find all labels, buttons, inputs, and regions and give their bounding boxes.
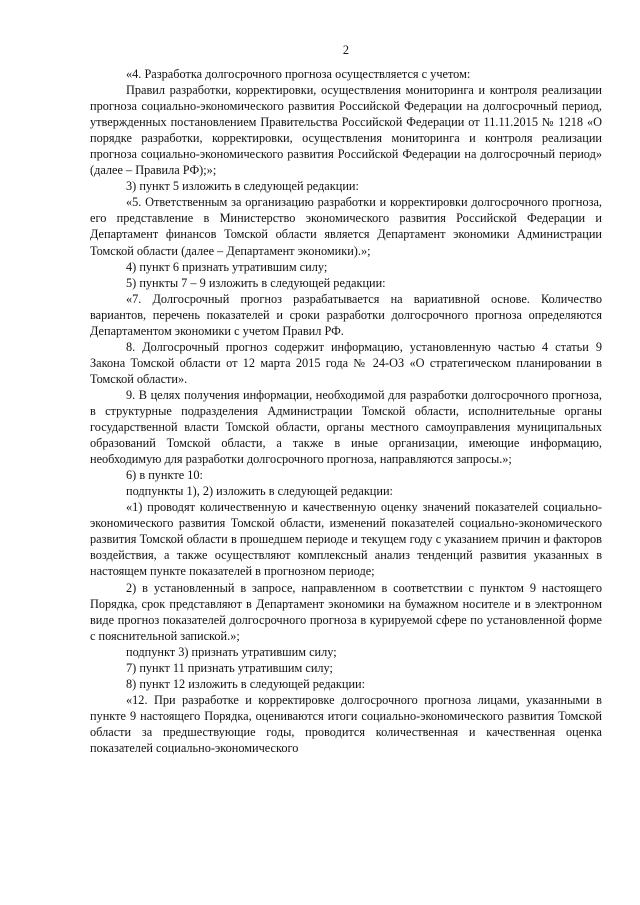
paragraph: «7. Долгосрочный прогноз разрабатывается на вариативной основе. Количество вариантов, перечень показателей и сроки разработки долгосрочного прогноза определяются Департаментом экономики с учетом Правил РФ. (90, 291, 602, 338)
paragraph: подпункт 3) признать утратившим силу; (126, 644, 337, 659)
paragraph: 7) пункт 11 признать утратившим силу; (126, 660, 333, 675)
paragraph: 6) в пункте 10: (126, 468, 203, 483)
document-body (90, 66, 602, 756)
paragraph: 5) пункты 7 – 9 изложить в следующей редакции: (126, 275, 386, 290)
paragraph: 3) пункт 5 изложить в следующей редакции: (126, 179, 359, 194)
paragraph: 4) пункт 6 признать утратившим силу; (126, 259, 328, 274)
paragraph: Правил разработки, корректировки, осуществления мониторинга и контроля реализации прогноза социально-экономического развития Российской Федерации на долгосрочный период, утвержденных постановлением Правительства Российской Федерации от 11.11.2015 № 1218 «О порядке разработки, корректировки, осуществления мониторинга и контроля реализации прогноза социально-экономического развития Российской Федерации на долгосрочный период» (далее – Правила РФ);»; (90, 83, 602, 178)
paragraph: «12. При разработке и корректировке долгосрочного прогноза лицами, указанными в пункте 9 настоящего Порядка, оцениваются итоги социально-экономического развития Томской области за предшествующие годы, проводится количественная и качественная оценка показателей социально-экономического (90, 692, 602, 755)
paragraph: 8. Долгосрочный прогноз содержит информацию, установленную частью 4 статьи 9 Закона Томской области от 12 марта 2015 года № 24-ОЗ «О стратегическом планировании в Томской области». (90, 339, 602, 386)
paragraph: 9. В целях получения информации, необходимой для разработки долгосрочного прогноза, в структурные подразделения Администрации Томской области, исполнительные органы государственной власти Томской области, органы местного самоуправления муниципальных образований Томской области, а также в иные организации, имеющие информацию, необходимую для разработки долгосрочного прогноза, направляются запросы.»; (90, 387, 602, 467)
paragraph: 2) в установленный в запросе, направленном в соответствии с пунктом 9 настоящего Порядка, срок представляют в Департамент экономики на бумажном носителе и в электронном виде прогноз показателей долгосрочного прогноза в курируемой сфере по установленной форме с пояснительной запиской.»; (90, 580, 602, 643)
page-number: 2 (342, 43, 350, 57)
paragraph: подпункты 1), 2) изложить в следующей редакции: (126, 484, 393, 499)
paragraph: 8) пункт 12 изложить в следующей редакции: (126, 676, 366, 691)
paragraph: «5. Ответственным за организацию разработки и корректировки долгосрочного прогноза, его представление в Министерство экономического развития Российской Федерации и Департамент финансов Томской области является Департамент экономики Администрации Томской области (далее – Департамент экономики).»; (90, 195, 602, 258)
paragraph: «4. Разработка долгосрочного прогноза осуществляется с учетом: (126, 67, 471, 81)
paragraph: «1) проводят количественную и качественную оценку значений показателей социально-экономического развития Томской области, изменений показателей социально-экономического развития Томской области в прошедшем периоде и текущем году с указанием причин и факторов воздействия, а также осуществляют комплексный анализ тенденций развития указанных в настоящем пункте показателей в прогнозном периоде; (90, 500, 602, 579)
